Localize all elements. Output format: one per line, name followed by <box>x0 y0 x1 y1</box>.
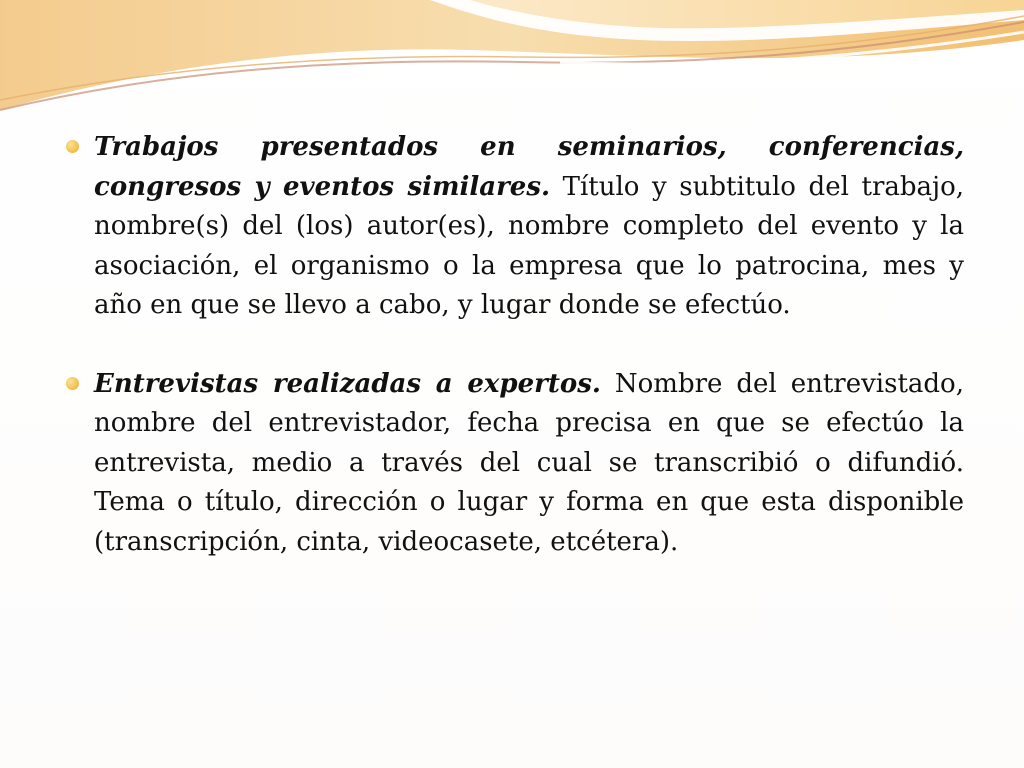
decorative-header-waves <box>0 0 1024 130</box>
bullet-item-seminarios <box>66 128 964 326</box>
bullet-lead-text: Entrevistas realizadas a expertos. <box>94 368 601 399</box>
bullet-body-text: Nombre del entrevistado, nombre del entrevistador, fecha precisa en que se efectúo la entrevista, medio a través del cual se transcribió o difundió. Tema o título, dirección o lugar y forma en que esta disponible (transcripción, cinta, videocasete, etcétera). <box>94 368 964 557</box>
bullet-body-text: Título y subtitulo del trabajo, nombre(s) del (los) autor(es), nombre completo del evento y la asociación, el organismo o la empresa que lo patrocina, mes y año en que se llevo a cabo, y lugar donde se efectúo. <box>94 171 965 320</box>
bullet-lead-text: Trabajos presentados en seminarios, conferencias, congresos y eventos similares. <box>94 132 964 202</box>
bullet-item-entrevistas <box>66 365 964 563</box>
slide-content <box>66 128 964 562</box>
bullet-dot-icon <box>66 377 79 390</box>
bullet-dot-icon <box>66 140 79 153</box>
